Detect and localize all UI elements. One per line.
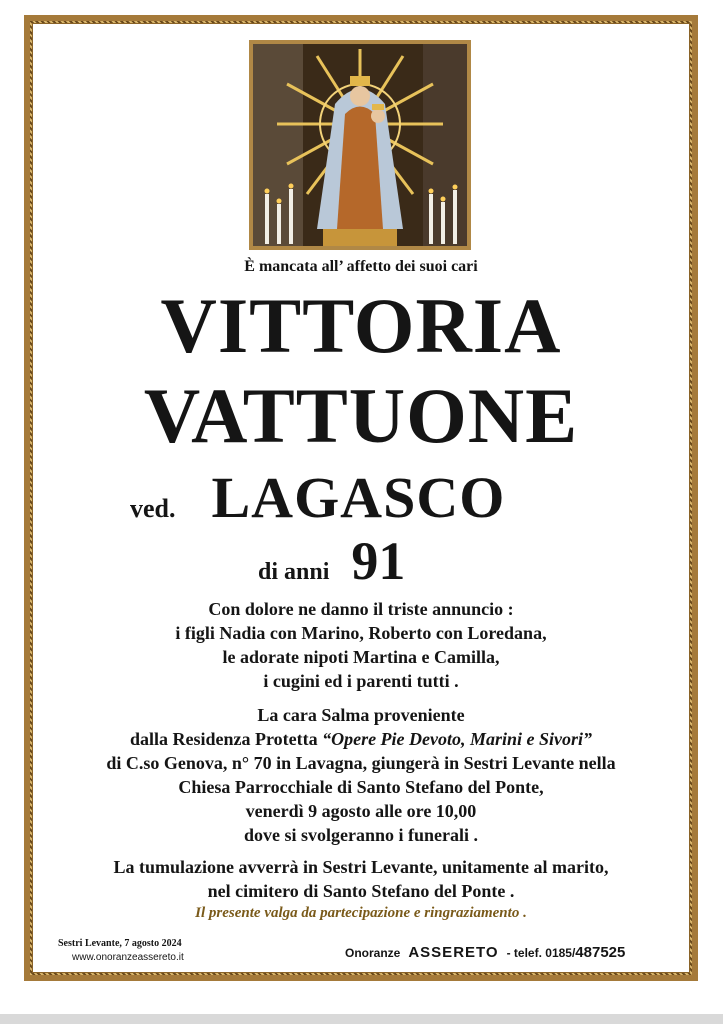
phone-label: - telef. 0185/ xyxy=(506,946,576,960)
announcement-line: i figli Nadia con Marino, Roberto con Loredana, xyxy=(175,623,547,643)
announcement-block xyxy=(32,597,690,693)
scan-edge xyxy=(0,1014,723,1024)
service-line: dove si svolgeranno i funerali . xyxy=(243,825,478,845)
widow-line xyxy=(130,464,630,531)
madonna-statue-image xyxy=(249,40,471,250)
ved-label: ved. xyxy=(130,494,176,523)
service-line: La cara Salma proveniente xyxy=(257,705,465,725)
burial-block xyxy=(32,855,690,903)
closing-text: Il presente valga da partecipazione e ringraziamento . xyxy=(195,905,527,921)
age-line xyxy=(258,530,518,592)
website-link[interactable]: www.onoranzeassereto.it xyxy=(72,952,184,963)
announcement-line: le adorate nipoti Martina e Camilla, xyxy=(222,647,500,667)
announcement-line: Con dolore ne danno il triste annuncio : xyxy=(208,599,514,619)
place-date: Sestri Levante, 7 agosto 2024 xyxy=(58,938,182,949)
intro-text: È mancata all’ affetto dei suoi cari xyxy=(244,258,478,275)
agency-name: ASSERETO xyxy=(408,944,499,961)
residence-prefix: dalla Residenza Protetta xyxy=(129,729,323,749)
service-line: di C.so Genova, n° 70 in Lavagna, giungerà in Sestri Levante nella xyxy=(106,753,616,773)
age-label: di anni xyxy=(258,559,330,585)
married-name: LAGASCO xyxy=(211,465,506,530)
agency-prefix: Onoranze xyxy=(345,946,401,960)
footer-agency xyxy=(345,944,625,961)
service-line: venerdì 9 agosto alle ore 10,00 xyxy=(245,801,477,821)
residence-name: “Opere Pie Devoto, Marini e Sivori” xyxy=(322,729,593,749)
service-block xyxy=(32,703,690,847)
phone-number: 487525 xyxy=(575,944,626,961)
service-line: Chiesa Parrocchiale di Santo Stefano del Ponte, xyxy=(178,777,544,797)
footer-left xyxy=(58,937,184,965)
service-line xyxy=(32,727,690,751)
first-name: VITTORIA xyxy=(160,282,562,369)
last-name: VATTUONE xyxy=(143,372,579,459)
announcement-line: i cugini ed i parenti tutti . xyxy=(263,671,459,691)
burial-line: La tumulazione avverrà in Sestri Levante, unitamente al marito, xyxy=(113,857,609,877)
burial-line: nel cimitero di Santo Stefano del Ponte . xyxy=(207,881,515,901)
age-value: 91 xyxy=(351,531,406,591)
